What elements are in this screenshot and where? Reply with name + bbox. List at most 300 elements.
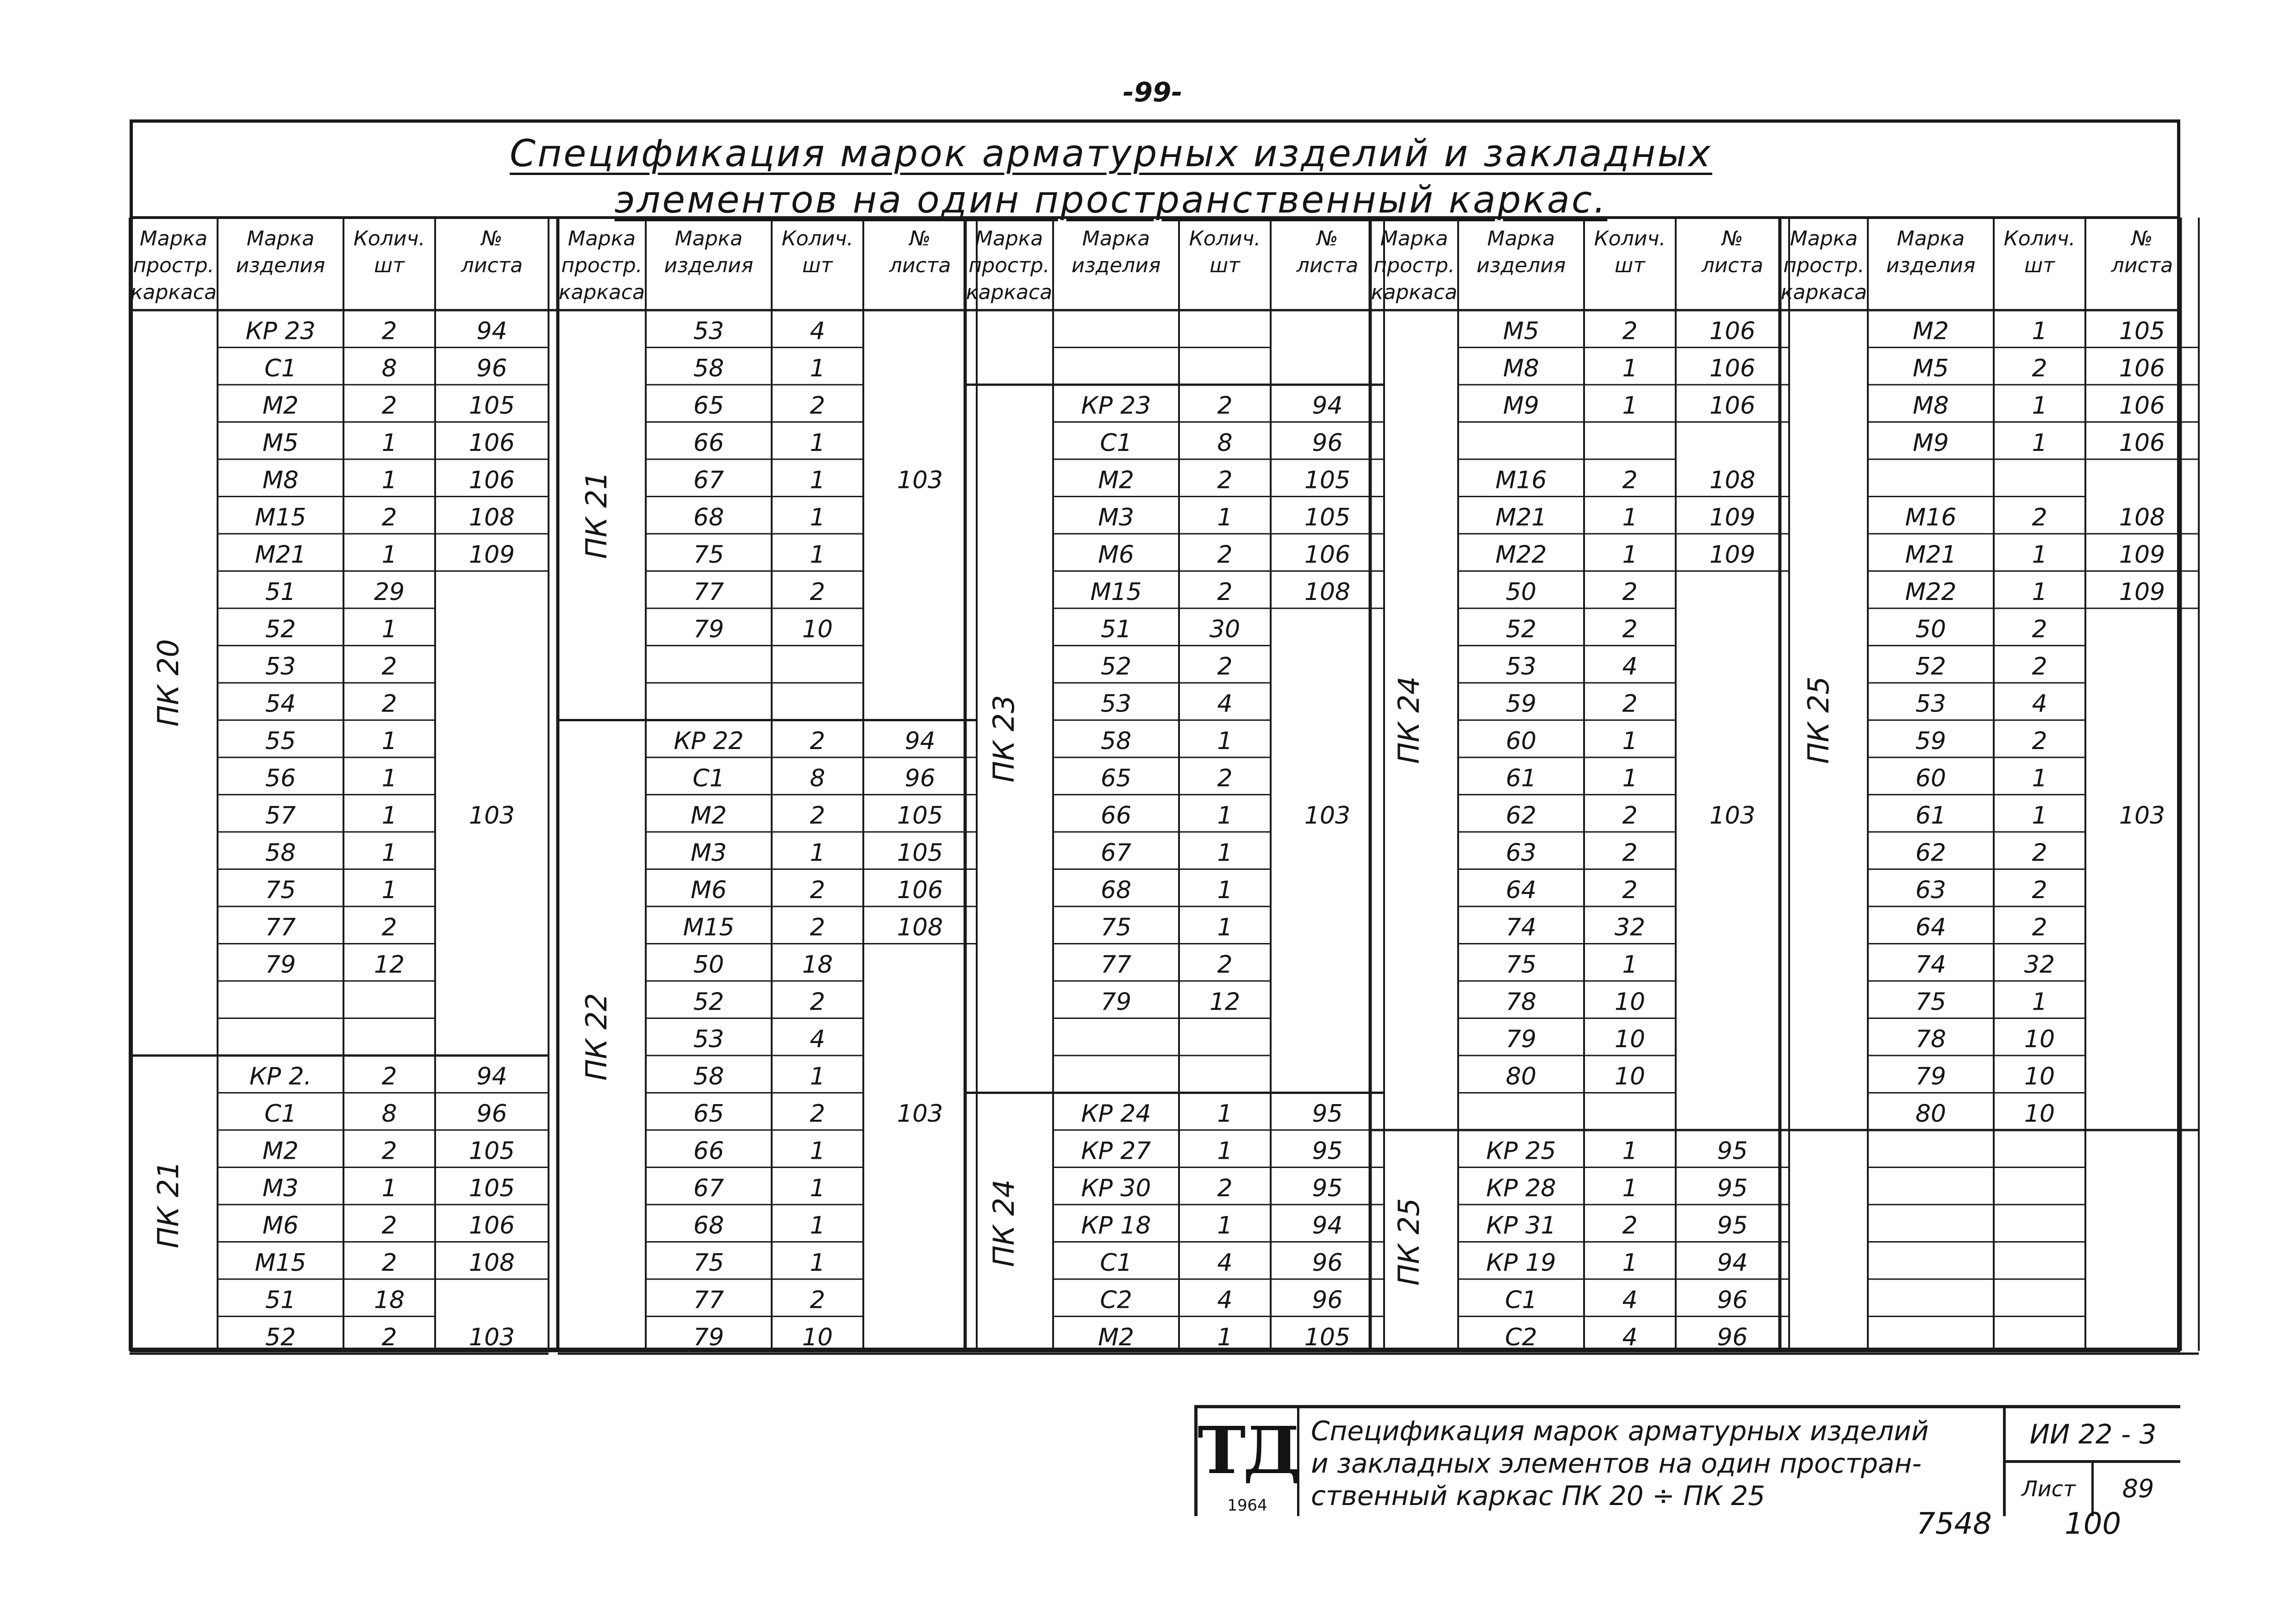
item-mark-cell: 68 [693, 1212, 724, 1240]
title-block-description [1311, 1415, 2052, 1512]
qty-cell: 2 [1622, 1212, 1638, 1240]
item-mark-cell: 67 [693, 466, 724, 494]
item-mark-cell: КР 27 [1081, 1137, 1151, 1165]
item-mark-cell: КР 23 [1081, 392, 1151, 420]
header-frame-mark: каркаса [1371, 281, 1458, 304]
item-mark-cell: КР 23 [245, 317, 316, 345]
qty-cell: 32 [2024, 951, 2055, 979]
qty-cell: 1 [1622, 1137, 1638, 1165]
item-mark-cell: 77 [693, 1286, 724, 1314]
item-mark-cell: КР 30 [1081, 1174, 1151, 1202]
sheet-cell: 96 [476, 1100, 507, 1128]
header-qty: шт [374, 254, 405, 277]
item-mark-cell: КР 18 [1081, 1212, 1151, 1240]
qty-cell: 1 [381, 429, 397, 457]
item-mark-cell: М21 [255, 541, 306, 569]
qty-cell: 2 [1217, 466, 1233, 494]
item-mark-cell: 79 [1505, 1025, 1537, 1053]
qty-cell: 2 [381, 504, 397, 531]
sheet-cell: 108 [468, 504, 515, 531]
header-item-mark: Марка [246, 227, 315, 250]
qty-cell: 2 [1622, 317, 1638, 345]
description-line-1: Спецификация марок арматурных изделий [1311, 1415, 1929, 1447]
item-mark-cell: 74 [1505, 913, 1537, 942]
item-mark-cell: С1 [1100, 429, 1132, 457]
header-qty: шт [1615, 254, 1645, 277]
qty-cell: 1 [1622, 764, 1638, 793]
item-mark-cell: 58 [693, 1062, 724, 1091]
sheet-cell: 103 [1304, 802, 1351, 830]
td-logo-letters: ТД [1198, 1413, 1298, 1489]
qty-cell: 1 [1217, 913, 1233, 942]
header-frame-mark: Марка [139, 227, 208, 250]
sheet-cell: 106 [897, 876, 943, 904]
qty-cell: 2 [810, 578, 825, 606]
sheet-cell: 94 [476, 317, 507, 345]
item-mark-cell: 75 [693, 1249, 724, 1277]
series-code: ИИ 22 - 3 [2006, 1408, 2180, 1463]
item-mark-cell: 75 [1915, 988, 1947, 1016]
item-mark-cell: С2 [1100, 1286, 1132, 1314]
item-mark-cell: КР 31 [1486, 1212, 1556, 1240]
header-qty: Колич. [2003, 227, 2076, 250]
qty-cell: 1 [810, 1249, 825, 1277]
header-sheet: листа [461, 254, 523, 277]
qty-cell: 2 [1622, 578, 1638, 606]
header-frame-mark: Марка [568, 227, 636, 250]
header-qty: шт [1210, 254, 1240, 277]
qty-cell: 2 [1217, 578, 1233, 606]
inventory-number: 7548 [1916, 1507, 1992, 1541]
header-sheet: листа [2111, 254, 2173, 277]
qty-cell: 1 [381, 764, 397, 793]
sheet-cell: 105 [2119, 317, 2165, 345]
item-mark-cell: 53 [265, 653, 296, 681]
sheet-cell: 94 [476, 1062, 507, 1091]
item-mark-cell: 68 [693, 504, 724, 531]
qty-cell: 1 [381, 615, 397, 643]
qty-cell: 1 [1217, 1324, 1233, 1351]
item-mark-cell: 65 [1100, 764, 1132, 793]
qty-cell: 1 [2032, 392, 2047, 420]
sheet-cell: 109 [468, 541, 515, 569]
qty-cell: 1 [810, 1137, 825, 1165]
item-mark-cell: М22 [1905, 578, 1957, 606]
qty-cell: 2 [1217, 764, 1233, 793]
item-mark-cell: 58 [265, 839, 296, 867]
item-mark-cell: 52 [265, 1324, 296, 1351]
header-frame-mark: простр. [1373, 254, 1455, 277]
frame-mark-label: ПК 21 [580, 471, 613, 559]
header-frame-mark: простр. [968, 254, 1050, 277]
qty-cell: 2 [1217, 541, 1233, 569]
qty-cell: 1 [2032, 578, 2047, 606]
item-mark-cell: 52 [1100, 653, 1132, 681]
header-sheet: № [2131, 227, 2153, 250]
sheet-cell: 105 [468, 1137, 515, 1165]
qty-cell: 10 [1614, 1062, 1646, 1091]
item-mark-cell: 50 [1505, 578, 1537, 606]
item-mark-cell: М2 [262, 392, 299, 420]
item-mark-cell: М16 [1905, 504, 1957, 531]
qty-cell: 2 [381, 1212, 397, 1240]
sheet-cell: 105 [468, 1174, 515, 1202]
header-frame-mark: простр. [1783, 254, 1865, 277]
sheet-total: 100 [2065, 1507, 2121, 1541]
qty-cell: 4 [1217, 1286, 1233, 1314]
item-mark-cell: 56 [265, 764, 296, 793]
sheet-cell: 109 [1709, 504, 1756, 531]
item-mark-cell: М9 [1913, 429, 1949, 457]
qty-cell: 2 [381, 1137, 397, 1165]
qty-cell: 1 [381, 466, 397, 494]
qty-cell: 1 [1217, 1137, 1233, 1165]
sheet-cell: 95 [1717, 1137, 1748, 1165]
qty-cell: 10 [802, 615, 833, 643]
item-mark-cell: 60 [1915, 764, 1947, 793]
item-mark-cell: 66 [693, 429, 724, 457]
item-mark-cell: М2 [262, 1137, 299, 1165]
qty-cell: 2 [381, 1249, 397, 1277]
qty-cell: 2 [1622, 802, 1638, 830]
qty-cell: 1 [1622, 1249, 1638, 1277]
qty-cell: 1 [2032, 764, 2047, 793]
title-line-2: элементов на один пространственный каркас. [614, 178, 1608, 221]
item-mark-cell: 50 [693, 951, 724, 979]
item-mark-cell: 63 [1915, 876, 1947, 904]
sheet-cell: 106 [468, 429, 515, 457]
qty-cell: 2 [810, 1286, 825, 1314]
header-item-mark: изделия [1071, 254, 1161, 277]
sheet-cell: 94 [905, 727, 936, 755]
item-mark-cell: М8 [1913, 392, 1949, 420]
sheet-cell: 103 [1709, 802, 1756, 830]
qty-cell: 8 [1217, 429, 1233, 457]
header-qty: шт [802, 254, 833, 277]
qty-cell: 1 [381, 727, 397, 755]
sheet-cell: 96 [476, 355, 507, 382]
item-mark-cell: 52 [693, 988, 724, 1016]
qty-cell: 12 [1209, 988, 1241, 1016]
header-sheet: № [1722, 227, 1743, 250]
header-item-mark: изделия [1476, 254, 1566, 277]
item-mark-cell: 60 [1505, 727, 1537, 755]
qty-cell: 2 [810, 392, 825, 420]
header-item-mark: Марка [1082, 227, 1150, 250]
item-mark-cell: 53 [693, 1025, 724, 1053]
qty-cell: 4 [1622, 653, 1638, 681]
item-mark-cell: 74 [1915, 951, 1947, 979]
sheet-cell: 103 [2119, 802, 2165, 830]
qty-cell: 10 [2024, 1100, 2055, 1128]
qty-cell: 2 [2032, 839, 2047, 867]
item-mark-cell: М15 [255, 1249, 306, 1277]
qty-cell: 2 [1622, 615, 1638, 643]
item-mark-cell: 78 [1505, 988, 1537, 1016]
item-mark-cell: 64 [1915, 913, 1947, 942]
frame-mark-label: ПК 23 [987, 695, 1021, 783]
sheet-cell: 95 [1312, 1174, 1343, 1202]
item-mark-cell: 77 [693, 578, 724, 606]
item-mark-cell: М3 [691, 839, 727, 867]
qty-cell: 1 [810, 466, 825, 494]
sheet-cell: 95 [1312, 1100, 1343, 1128]
qty-cell: 2 [381, 653, 397, 681]
qty-cell: 2 [2032, 615, 2047, 643]
header-frame-mark: каркаса [130, 281, 217, 304]
item-mark-cell: КР 22 [674, 727, 744, 755]
qty-cell: 10 [1614, 1025, 1646, 1053]
qty-cell: 1 [1622, 951, 1638, 979]
header-frame-mark: каркаса [558, 281, 645, 304]
qty-cell: 8 [381, 355, 397, 382]
qty-cell: 2 [381, 1062, 397, 1091]
item-mark-cell: 52 [265, 615, 296, 643]
sheet-cell: 109 [2119, 541, 2165, 569]
sheet-cell: 105 [897, 839, 943, 867]
sheet-cell: 108 [897, 913, 943, 942]
header-item-mark: изделия [236, 254, 325, 277]
item-mark-cell: 77 [265, 913, 296, 942]
qty-cell: 1 [2032, 429, 2047, 457]
item-mark-cell: 75 [693, 541, 724, 569]
item-mark-cell: М16 [1495, 466, 1547, 494]
item-mark-cell: 53 [1915, 690, 1947, 718]
item-mark-cell: 62 [1915, 839, 1947, 867]
td-year: 1964 [1227, 1496, 1267, 1515]
sheet-cell: 96 [1312, 429, 1343, 457]
item-mark-cell: М5 [1913, 355, 1949, 382]
qty-cell: 1 [1217, 1100, 1233, 1128]
sheet-cell: 94 [1717, 1249, 1748, 1277]
header-sheet: № [909, 227, 931, 250]
item-mark-cell: КР 24 [1081, 1100, 1151, 1128]
item-mark-cell: 80 [1915, 1100, 1947, 1128]
qty-cell: 2 [1622, 690, 1638, 718]
item-mark-cell: М6 [262, 1212, 299, 1240]
frame-mark-label: ПК 25 [1392, 1198, 1426, 1286]
item-mark-cell: 67 [1100, 839, 1132, 867]
sheet-cell: 96 [1312, 1286, 1343, 1314]
sheet-cell: 95 [1717, 1212, 1748, 1240]
item-mark-cell: 52 [1505, 615, 1537, 643]
sheet-cell: 103 [897, 466, 943, 494]
qty-cell: 4 [1622, 1324, 1638, 1351]
sheet-cell: 108 [468, 1249, 515, 1277]
item-mark-cell: 51 [265, 1286, 296, 1314]
qty-cell: 1 [381, 802, 397, 830]
item-mark-cell: М2 [691, 802, 727, 830]
qty-cell: 10 [802, 1324, 833, 1351]
qty-cell: 18 [802, 951, 833, 979]
qty-cell: 1 [1622, 504, 1638, 531]
sheet-cell: 103 [468, 1324, 515, 1351]
sheet-number: 89 [2122, 1474, 2154, 1503]
qty-cell: 1 [1622, 355, 1638, 382]
qty-cell: 2 [810, 913, 825, 942]
item-mark-cell: М3 [1098, 504, 1134, 531]
qty-cell: 2 [381, 913, 397, 942]
sheet-cell: 106 [1709, 392, 1756, 420]
item-mark-cell: С1 [264, 1100, 297, 1128]
qty-cell: 4 [810, 1025, 825, 1053]
description-line-2: и закладных элементов на один простран- [1311, 1448, 1922, 1479]
header-item-mark: Марка [1897, 227, 1965, 250]
item-mark-cell: М22 [1495, 541, 1547, 569]
item-mark-cell: 58 [1100, 727, 1132, 755]
item-mark-cell: 75 [265, 876, 296, 904]
qty-cell: 1 [1622, 727, 1638, 755]
item-mark-cell: 75 [1505, 951, 1537, 979]
item-mark-cell: КР 25 [1486, 1137, 1556, 1165]
header-sheet: № [481, 227, 503, 250]
qty-cell: 1 [1217, 802, 1233, 830]
item-mark-cell: М2 [1098, 466, 1134, 494]
qty-cell: 1 [381, 1174, 397, 1202]
qty-cell: 2 [2032, 727, 2047, 755]
item-mark-cell: М2 [1913, 317, 1949, 345]
item-mark-cell: С1 [264, 355, 297, 382]
item-mark-cell: С1 [1505, 1286, 1537, 1314]
qty-cell: 10 [2024, 1062, 2055, 1091]
item-mark-cell: С1 [1100, 1249, 1132, 1277]
header-frame-mark: Марка [1380, 227, 1448, 250]
item-mark-cell: 61 [1505, 764, 1537, 793]
header-frame-mark: простр. [133, 254, 214, 277]
sheet-cell: 94 [1312, 392, 1343, 420]
item-mark-cell: М15 [255, 504, 306, 531]
qty-cell: 2 [810, 876, 825, 904]
item-mark-cell: 65 [693, 392, 724, 420]
qty-cell: 18 [374, 1286, 405, 1314]
item-mark-cell: 79 [693, 615, 724, 643]
frame-mark-label: ПК 24 [987, 1179, 1021, 1267]
header-frame-mark: каркаса [1780, 281, 1867, 304]
item-mark-cell: М15 [683, 913, 735, 942]
header-frame-mark: каркаса [966, 281, 1053, 304]
header-sheet: листа [1701, 254, 1764, 277]
item-mark-cell: М21 [1495, 504, 1547, 531]
header-qty: Колич. [781, 227, 854, 250]
qty-cell: 1 [810, 429, 825, 457]
qty-cell: 30 [1209, 615, 1241, 643]
sheet-cell: 94 [1312, 1212, 1343, 1240]
qty-cell: 2 [381, 690, 397, 718]
item-mark-cell: М2 [1098, 1324, 1134, 1351]
item-mark-cell: 53 [1505, 653, 1537, 681]
header-sheet: № [1316, 227, 1338, 250]
header-qty: Колич. [1594, 227, 1666, 250]
qty-cell: 1 [1217, 504, 1233, 531]
qty-cell: 1 [1622, 1174, 1638, 1202]
qty-cell: 8 [810, 764, 825, 793]
sheet-cell: 108 [1709, 466, 1756, 494]
title-line-1: Спецификация марок арматурных изделий и закладных [510, 132, 1712, 175]
header-qty: Колич. [353, 227, 425, 250]
qty-cell: 2 [1217, 951, 1233, 979]
sheet-cell: 106 [1709, 317, 1756, 345]
sheet-cell: 96 [1717, 1286, 1748, 1314]
item-mark-cell: 57 [265, 802, 296, 830]
item-mark-cell: 50 [1915, 615, 1947, 643]
qty-cell: 1 [381, 839, 397, 867]
item-mark-cell: 55 [265, 727, 296, 755]
qty-cell: 2 [810, 802, 825, 830]
qty-cell: 2 [1622, 839, 1638, 867]
qty-cell: 1 [810, 839, 825, 867]
qty-cell: 1 [2032, 541, 2047, 569]
item-mark-cell: М8 [262, 466, 299, 494]
qty-cell: 4 [1217, 690, 1233, 718]
qty-cell: 2 [1622, 876, 1638, 904]
qty-cell: 1 [2032, 802, 2047, 830]
item-mark-cell: 65 [693, 1100, 724, 1128]
qty-cell: 1 [1217, 727, 1233, 755]
qty-cell: 2 [381, 392, 397, 420]
sheet-cell: 106 [468, 466, 515, 494]
qty-cell: 2 [381, 1324, 397, 1351]
header-qty: Колич. [1189, 227, 1261, 250]
item-mark-cell: 51 [1100, 615, 1132, 643]
item-mark-cell: М3 [262, 1174, 299, 1202]
item-mark-cell: 68 [1100, 876, 1132, 904]
sheet-cell: 105 [1304, 1324, 1351, 1351]
qty-cell: 1 [810, 504, 825, 531]
item-mark-cell: 53 [1100, 690, 1132, 718]
qty-cell: 1 [810, 1062, 825, 1091]
sheet-cell: 108 [2119, 504, 2165, 531]
sheet-cell: 106 [1709, 355, 1756, 382]
qty-cell: 1 [810, 1212, 825, 1240]
sheet-cell: 103 [897, 1100, 943, 1128]
item-mark-cell: 66 [693, 1137, 724, 1165]
item-mark-cell: М6 [1098, 541, 1134, 569]
sheet-cell: 96 [905, 764, 936, 793]
qty-cell: 1 [2032, 988, 2047, 1016]
qty-cell: 1 [1217, 839, 1233, 867]
qty-cell: 1 [1217, 1212, 1233, 1240]
item-mark-cell: КР 19 [1486, 1249, 1556, 1277]
frame-mark-label: ПК 22 [580, 993, 613, 1081]
item-mark-cell: М21 [1905, 541, 1957, 569]
qty-cell: 1 [810, 1174, 825, 1202]
qty-cell: 2 [2032, 876, 2047, 904]
item-mark-cell: 59 [1915, 727, 1947, 755]
frame-mark-label: ПК 21 [151, 1161, 185, 1249]
item-mark-cell: КР 2. [249, 1062, 312, 1091]
qty-cell: 2 [810, 988, 825, 1016]
qty-cell: 2 [2032, 653, 2047, 681]
qty-cell: 4 [2032, 690, 2047, 718]
header-qty: шт [2024, 254, 2055, 277]
item-mark-cell: 54 [265, 690, 296, 718]
sheet-cell: 105 [1304, 466, 1351, 494]
td-logo [1198, 1408, 1299, 1516]
item-mark-cell: 79 [1100, 988, 1132, 1016]
item-mark-cell: 75 [1100, 913, 1132, 942]
sheet-cell: 105 [1304, 504, 1351, 531]
item-mark-cell: С2 [1505, 1324, 1537, 1351]
item-mark-cell: М6 [691, 876, 727, 904]
header-frame-mark: Марка [1790, 227, 1858, 250]
page-number: -99- [1123, 76, 1183, 108]
item-mark-cell: 63 [1505, 839, 1537, 867]
qty-cell: 32 [1614, 913, 1646, 942]
sheet-cell: 95 [1717, 1174, 1748, 1202]
item-mark-cell: 62 [1505, 802, 1537, 830]
header-item-mark: Марка [1487, 227, 1555, 250]
item-mark-cell: 78 [1915, 1025, 1947, 1053]
